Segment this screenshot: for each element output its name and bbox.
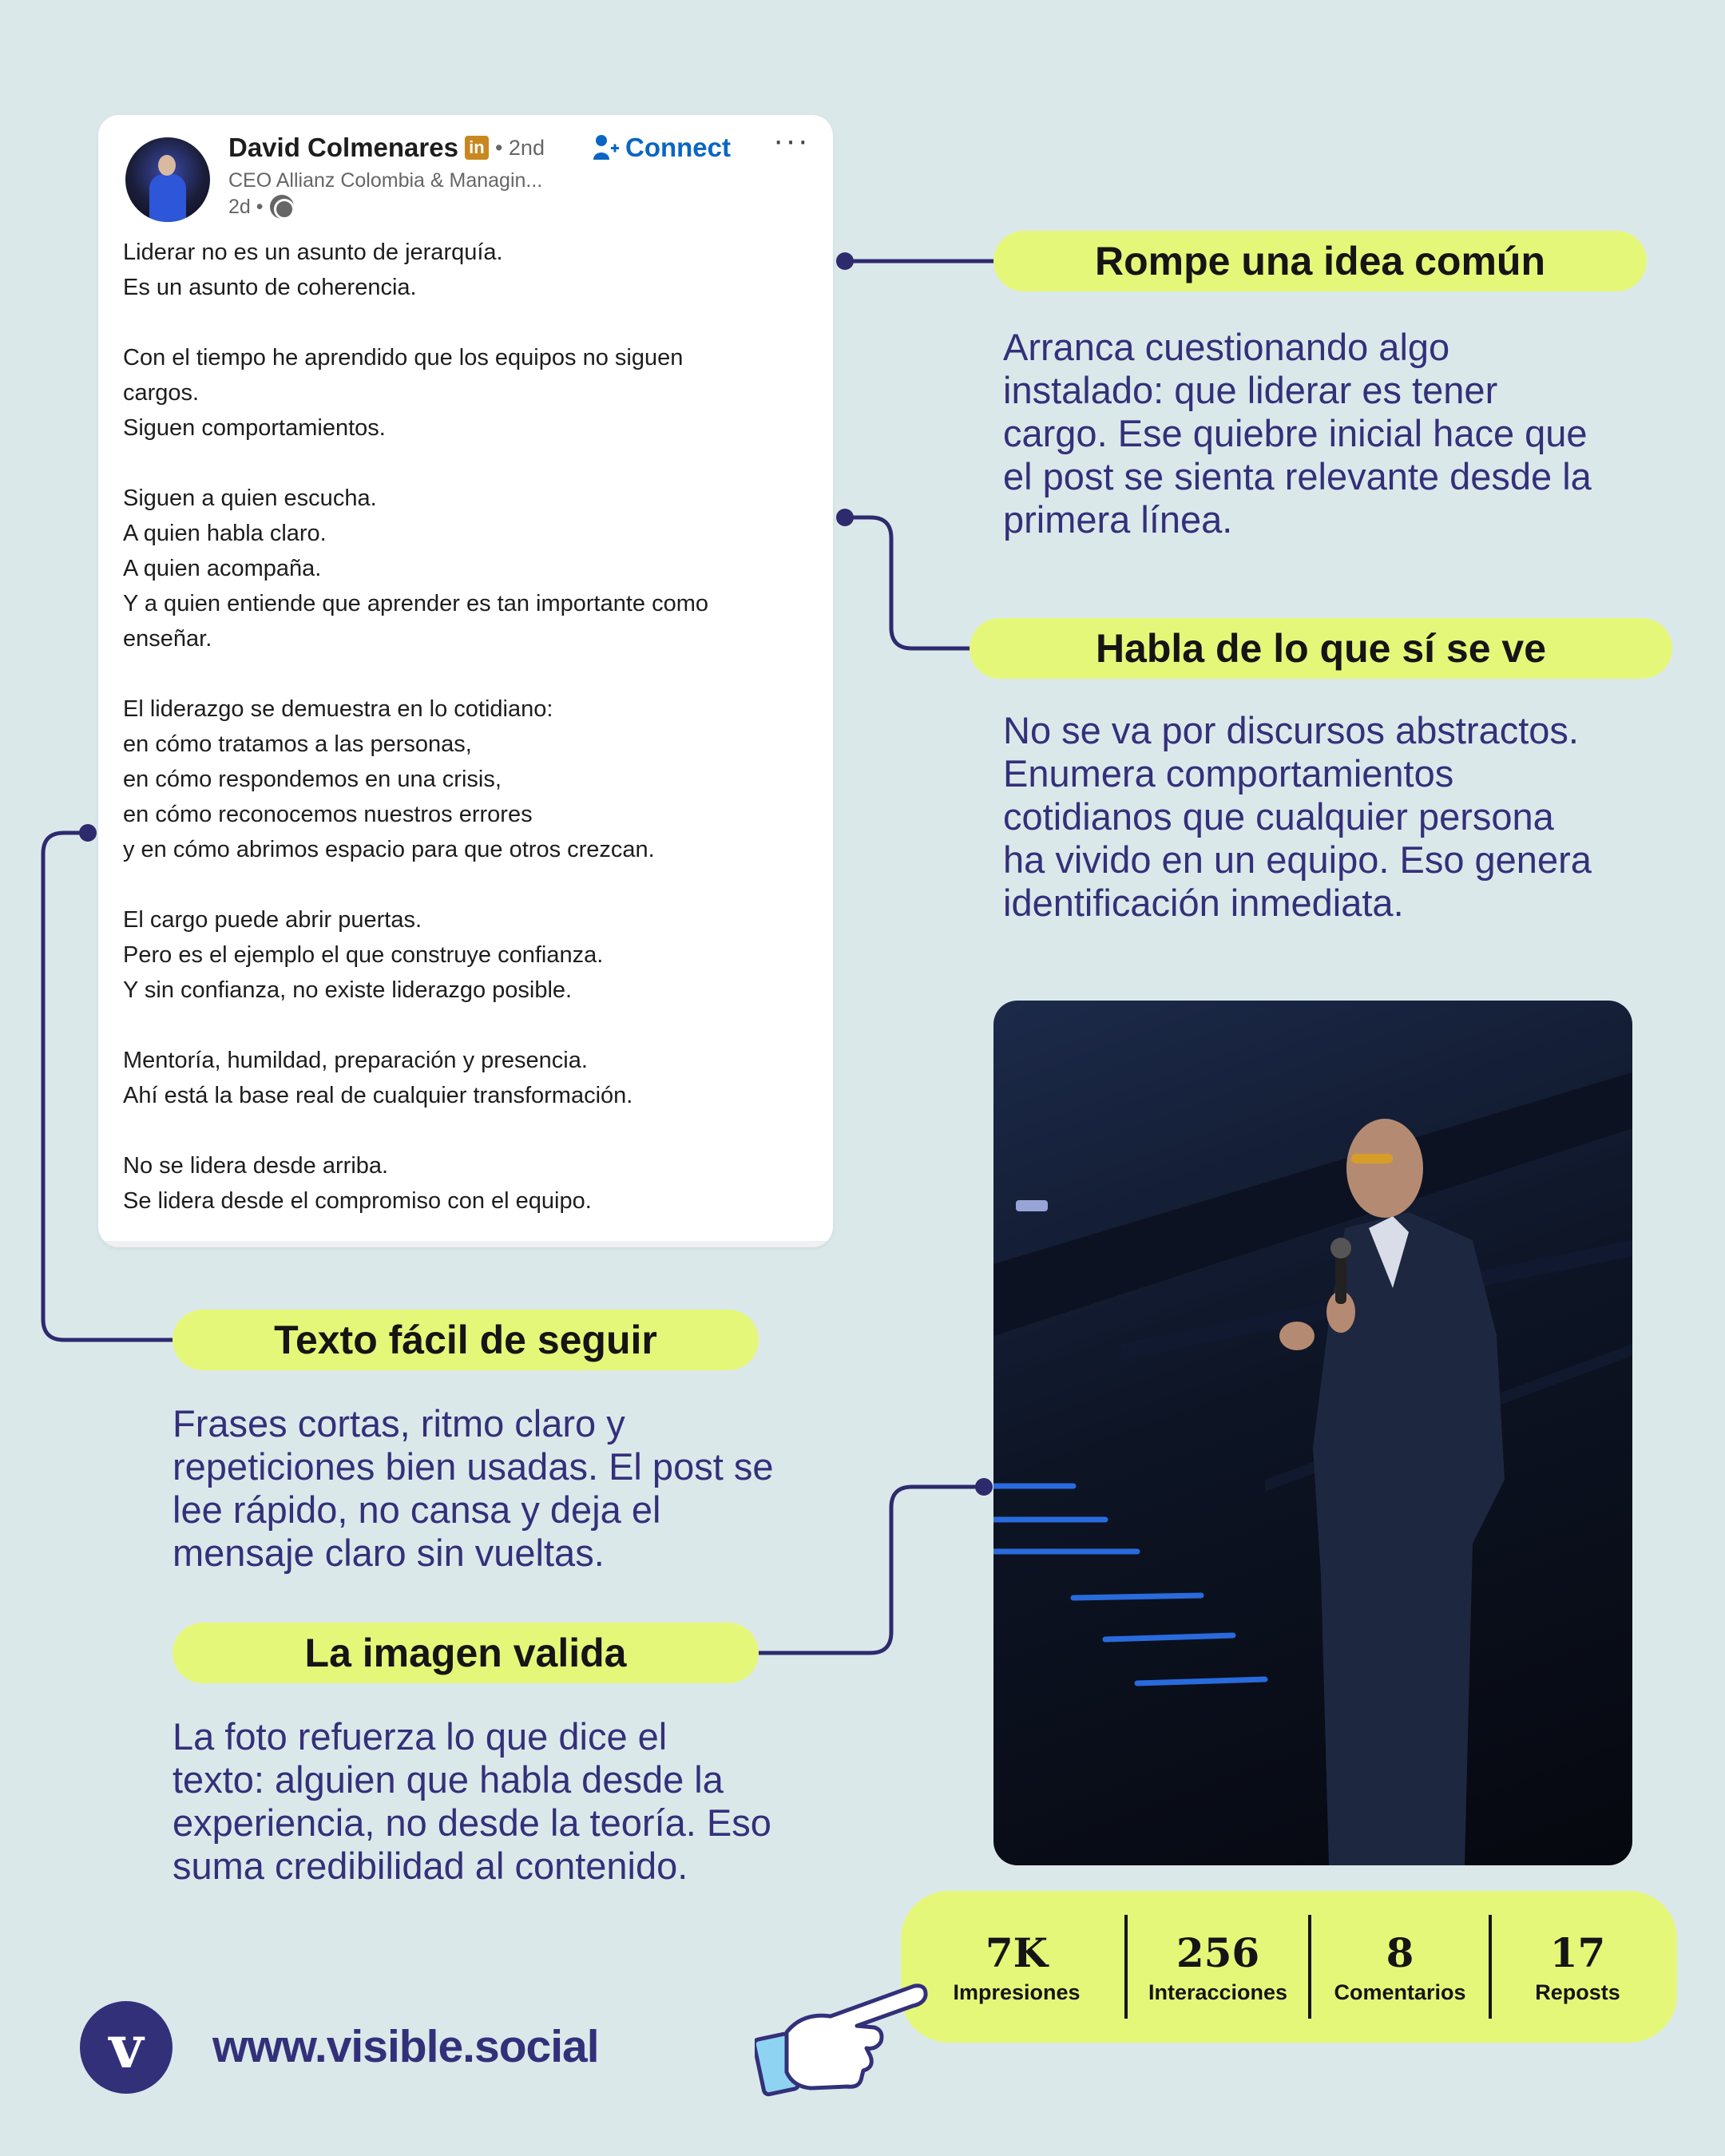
annotation-line: cotidianos que cualquier persona xyxy=(1003,795,1554,838)
annotation-line: cargo. Ese quiebre inicial hace que xyxy=(1003,412,1588,454)
annotation-text-habla xyxy=(1003,709,1592,925)
post-line: El liderazgo se demuestra en lo cotidiano: xyxy=(123,696,553,722)
post-line: Con el tiempo he aprendido que los equipos no siguen xyxy=(123,345,684,371)
speaker-photo xyxy=(993,1001,1632,1865)
post-line: Y sin confianza, no existe liderazgo posible. xyxy=(123,977,573,1003)
annotation-title-rompe: Rompe una idea común xyxy=(993,231,1647,291)
post-line: Liderar no es un asunto de jerarquía. xyxy=(123,240,503,265)
annotation-line: identificación inmediata. xyxy=(1003,882,1404,924)
annotation-line: experiencia, no desde la teoría. Eso xyxy=(172,1801,771,1844)
post-line: No se lidera desde arriba. xyxy=(123,1153,389,1179)
linkedin-premium-icon: in xyxy=(465,136,489,160)
annotation-line: No se va por discursos abstractos. xyxy=(1003,709,1579,751)
connection-degree: • 2nd xyxy=(494,135,545,160)
stat-interactions xyxy=(1128,1915,1308,2019)
stat-value: 256 xyxy=(1176,1928,1260,1976)
annotation-text-rompe xyxy=(1003,326,1592,541)
connect-label: Connect xyxy=(625,133,731,162)
post-line: Siguen a quien escucha. xyxy=(123,485,377,511)
annotation-line: Enumera comportamientos xyxy=(1003,752,1454,795)
post-line: Es un asunto de coherencia. xyxy=(123,275,417,300)
post-line: Siguen comportamientos. xyxy=(123,415,386,441)
post-line: en cómo tratamos a las personas, xyxy=(123,731,472,757)
post-time: 2d • xyxy=(228,195,264,218)
annotation-line: La foto refuerza lo que dice el xyxy=(172,1715,668,1758)
post-line: enseñar. xyxy=(123,626,212,652)
pointing-hand-icon xyxy=(755,1968,930,2104)
stat-reposts xyxy=(1492,1915,1664,2019)
annotation-line: Arranca cuestionando algo xyxy=(1003,326,1450,368)
annotation-line: suma credibilidad al contenido. xyxy=(172,1845,688,1887)
post-line: cargos. xyxy=(123,380,200,406)
post-line: Ahí está la base real de cualquier transformación. xyxy=(123,1083,633,1108)
stat-value: 17 xyxy=(1549,1928,1606,1976)
post-line: A quien acompaña. xyxy=(123,556,322,581)
annotation-line: texto: alguien que habla desde la xyxy=(172,1758,724,1801)
annotation-line: el post se sienta relevante desde la xyxy=(1003,455,1592,497)
author-name-text[interactable]: David Colmenares xyxy=(228,133,458,162)
post-line: Y a quien entiende que aprender es tan importante como xyxy=(123,591,709,616)
speaker-photo-illustration xyxy=(993,1001,1632,1865)
website-link[interactable]: www.visible.social xyxy=(212,2021,599,2072)
connector-dot xyxy=(975,1478,993,1496)
annotation-line: lee rápido, no cansa y deja el xyxy=(172,1488,661,1531)
post-line: en cómo respondemos en una crisis, xyxy=(123,767,502,792)
stat-label: Impresiones xyxy=(953,1980,1081,2004)
post-line: Se lidera desde el compromiso con el equipo. xyxy=(123,1188,592,1214)
annotation-title-imagen: La imagen valida xyxy=(172,1623,759,1683)
visible-social-logo[interactable]: v xyxy=(80,2001,172,2094)
annotation-line: repeticiones bien usadas. El post se xyxy=(172,1445,774,1488)
post-line: Pero es el ejemplo el que construye confianza. xyxy=(123,942,604,968)
connector-dot xyxy=(836,509,854,526)
annotation-line: Frases cortas, ritmo claro y xyxy=(172,1402,625,1445)
annotation-line: instalado: que liderar es tener xyxy=(1003,369,1498,411)
annotation-text-texto xyxy=(172,1402,773,1575)
annotation-line: mensaje claro sin vueltas. xyxy=(172,1532,605,1574)
post-line: en cómo reconocemos nuestros errores xyxy=(123,802,533,827)
stat-impressions xyxy=(945,1915,1089,2019)
connector-dot xyxy=(79,824,97,842)
post-line: Mentoría, humildad, preparación y presencia. xyxy=(123,1048,588,1073)
stat-value: 7K xyxy=(985,1928,1049,1976)
stat-label: Interacciones xyxy=(1148,1980,1288,2004)
stat-label: Reposts xyxy=(1535,1980,1620,2004)
stat-label: Comentarios xyxy=(1334,1980,1466,2004)
stats-bar xyxy=(901,1891,1677,2043)
annotation-line: primera línea. xyxy=(1003,498,1233,541)
connector-dot xyxy=(836,252,854,270)
author-headline: CEO Allianz Colombia & Managin... xyxy=(228,169,543,192)
annotation-line: ha vivido en un equipo. Eso genera xyxy=(1003,838,1592,881)
stat-value: 8 xyxy=(1386,1928,1414,1976)
stat-comments xyxy=(1311,1915,1489,2019)
annotation-title-habla: Habla de lo que sí se ve xyxy=(970,618,1672,679)
post-line: El cargo puede abrir puertas. xyxy=(123,907,422,933)
post-line: y en cómo abrimos espacio para que otros crezcan. xyxy=(123,837,655,862)
annotation-text-imagen xyxy=(172,1715,771,1888)
post-line: A quien habla claro. xyxy=(123,521,327,546)
annotation-title-texto: Texto fácil de seguir xyxy=(172,1310,759,1370)
more-options-icon[interactable]: ··· xyxy=(773,123,810,158)
